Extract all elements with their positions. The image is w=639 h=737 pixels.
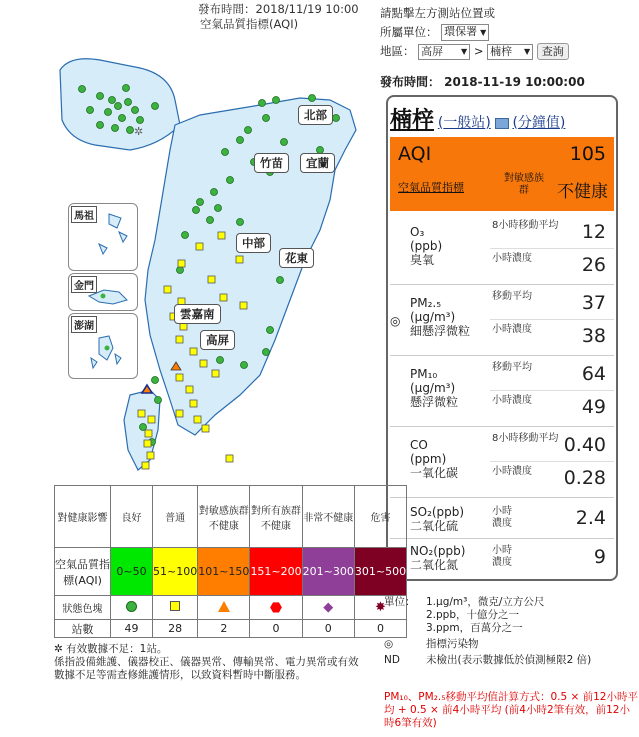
o3-hourly-value: 26	[581, 254, 606, 276]
aqi-info-link[interactable]: 空氣品質指標	[398, 181, 464, 194]
pm10-hourly-value: 49	[581, 396, 606, 418]
no2-hourly-value: 9	[593, 546, 606, 568]
area-label: 地區：	[380, 44, 415, 58]
station-selector	[380, 4, 635, 61]
so2-hourly-value: 2.4	[575, 507, 606, 529]
co-8hr-value: 0.40	[563, 434, 606, 456]
station-name[interactable]: 楠梓	[390, 108, 435, 133]
svg-text:✲: ✲	[134, 125, 144, 138]
legend-count-label: 站數	[55, 620, 111, 638]
pm10-avg-value: 64	[581, 363, 606, 385]
legend-icon-label: 狀態色塊	[55, 596, 111, 620]
taiwan-map[interactable]	[0, 30, 375, 480]
notes-left	[54, 643, 364, 682]
pollutant-name: PM₁₀ (μg/m³) 懸浮微粒	[410, 367, 459, 409]
legend-range-very-unhealthy: 201~300	[302, 548, 354, 596]
inset-kinmen[interactable]	[68, 273, 138, 311]
count-unhealthy: 0	[250, 620, 302, 638]
publish-time-detail: 發布時間： 2018-11-19 10:00:00	[380, 75, 585, 89]
map-header	[198, 2, 359, 32]
legend-header-label: 對健康影響	[55, 486, 111, 548]
legend-aqi-label: 空氣品質指標(AQI)	[55, 548, 111, 596]
agency-label: 所屬單位：	[380, 25, 438, 39]
count-good: 49	[111, 620, 153, 638]
inset-penghu-label: 澎湖	[71, 316, 97, 333]
count-very-unhealthy: 0	[302, 620, 354, 638]
count-hazardous: 0	[354, 620, 406, 638]
aqi-legend-table	[54, 485, 407, 638]
pollutant-name: PM₂.₅ (μg/m³) 細懸浮微粒	[410, 296, 471, 338]
station-panel	[386, 95, 618, 581]
invalid-data-note: ✲ 有效數據不足：1站。	[54, 643, 168, 655]
pollutant-row-pm10: PM₁₀ (μg/m³) 懸浮微粒 移動平均 64 小時濃度 49	[390, 357, 614, 427]
aqi-box	[390, 137, 614, 211]
map-svg[interactable]	[0, 30, 375, 480]
aqi-sensitive-group: 對敏感族群	[504, 173, 544, 196]
count-usg: 2	[198, 620, 250, 638]
aqi-title: 空氣品質指標(AQI)	[200, 17, 299, 31]
co-hourly-value: 0.28	[563, 467, 606, 489]
legend-range-good: 0~50	[111, 548, 153, 596]
maintenance-note: 係指設備維護、儀器校正、儀器異常、傳輸異常、電力異常或有效數據不足等需查修維護情形，以致資料暫時中斷服務。	[54, 656, 359, 681]
inset-matsu-label: 馬祖	[71, 206, 97, 223]
square-icon	[153, 596, 198, 620]
key-pollutant-icon: ◎	[390, 314, 401, 328]
pollutant-name: SO₂(ppb) 二氧化硫	[410, 505, 465, 533]
pollutant-row-no2: NO₂(ppb) 二氧化氮 小時濃度 9	[410, 544, 606, 572]
region-huadong[interactable]: 花東	[279, 248, 314, 268]
pollutant-name: NO₂(ppb) 二氧化氮	[410, 544, 466, 572]
legend-header-usg: 對敏感族群不健康	[198, 486, 250, 548]
circle-icon	[111, 596, 153, 620]
inset-penghu[interactable]	[68, 313, 138, 379]
region-yunjianan[interactable]: 雲嘉南	[174, 304, 221, 324]
pm-calculation-note: PM₁₀、PM₂.₅移動平均值計算方式：0.5 × 前12小時平均 + 0.5 × 前4小時平均 (前4小時2筆有效，前12小時6筆有效)	[384, 691, 638, 729]
region-north[interactable]: 北部	[298, 105, 333, 125]
aqi-value: 105	[569, 143, 606, 165]
star-icon: ✸	[354, 596, 406, 620]
pm25-avg-value: 37	[581, 292, 606, 314]
selector-arrow: >	[473, 44, 484, 58]
aqi-label: AQI	[398, 143, 432, 165]
legend-header-good: 良好	[111, 486, 153, 548]
region-gaoping[interactable]: 高屏	[200, 330, 235, 350]
station-header: 楠梓 (一般站) (分鐘值)	[390, 108, 566, 133]
pollutant-row-pm25: ◎ PM₂.₅ (μg/m³) 細懸浮微粒 移動平均 37 小時濃度 38	[390, 286, 614, 356]
legend-header-moderate: 普通	[153, 486, 198, 548]
o3-8hr-value: 12	[581, 221, 606, 243]
pollutant-row-so2: SO₂(ppb) 二氧化硫 小時濃度 2.4	[390, 499, 614, 539]
chart-icon[interactable]	[495, 118, 509, 129]
units-notes: 單位： 1.μg/m³，微克/立方公尺 2.ppb，十億分之一 3.ppm，百萬分之一 ◎ 指標污染物 ND 未檢出(表示數據低於偵測極限2 倍)	[384, 596, 592, 666]
diamond-icon: ◆	[302, 596, 354, 620]
inset-kinmen-label: 金門	[71, 276, 97, 293]
area-select[interactable]: 高屏 ▼	[418, 44, 470, 60]
minute-value-link[interactable]: 分鐘值	[517, 115, 560, 131]
legend-range-moderate: 51~100	[153, 548, 198, 596]
legend-range-hazardous: 301~500	[354, 548, 406, 596]
legend-header-very-unhealthy: 非常不健康	[302, 486, 354, 548]
pm25-hourly-value: 38	[581, 325, 606, 347]
region-central[interactable]: 中部	[236, 233, 271, 253]
key-pollutant-icon: ◎	[384, 638, 394, 650]
region-yilan[interactable]: 宜蘭	[300, 153, 335, 173]
legend-header-unhealthy: 對所有族群不健康	[250, 486, 302, 548]
station-type-link[interactable]: 一般站	[443, 115, 486, 131]
hexagon-icon: ⬣	[250, 596, 302, 620]
pollutant-row-o3: O₃ (ppb) 臭氧 8小時移動平均 12 小時濃度 26	[390, 215, 614, 285]
agency-select[interactable]: 環保署 ▼	[441, 24, 489, 41]
query-button[interactable]: 查詢	[537, 43, 569, 60]
selector-instruction: 請點擊左方測站位置或	[380, 6, 495, 20]
region-hsinchu-miaoli[interactable]: 竹苗	[254, 153, 289, 173]
station-select[interactable]: 楠梓 ▼	[487, 44, 533, 60]
count-moderate: 28	[153, 620, 198, 638]
pollutant-row-co: CO (ppm) 一氧化碳 8小時移動平均 0.40 小時濃度 0.28	[390, 428, 614, 498]
aqi-status: 不健康	[557, 182, 608, 202]
legend-range-usg: 101~150	[198, 548, 250, 596]
publish-time: 發布時間：2018/11/19 10:00	[198, 2, 359, 16]
pollutant-name: O₃ (ppb) 臭氧	[410, 225, 443, 267]
legend-range-unhealthy: 151~200	[250, 548, 302, 596]
triangle-icon	[198, 596, 250, 620]
legend-header-hazardous: 危害	[354, 486, 406, 548]
pollutant-name: CO (ppm) 一氧化碳	[410, 438, 459, 480]
inset-matsu[interactable]	[68, 203, 138, 271]
